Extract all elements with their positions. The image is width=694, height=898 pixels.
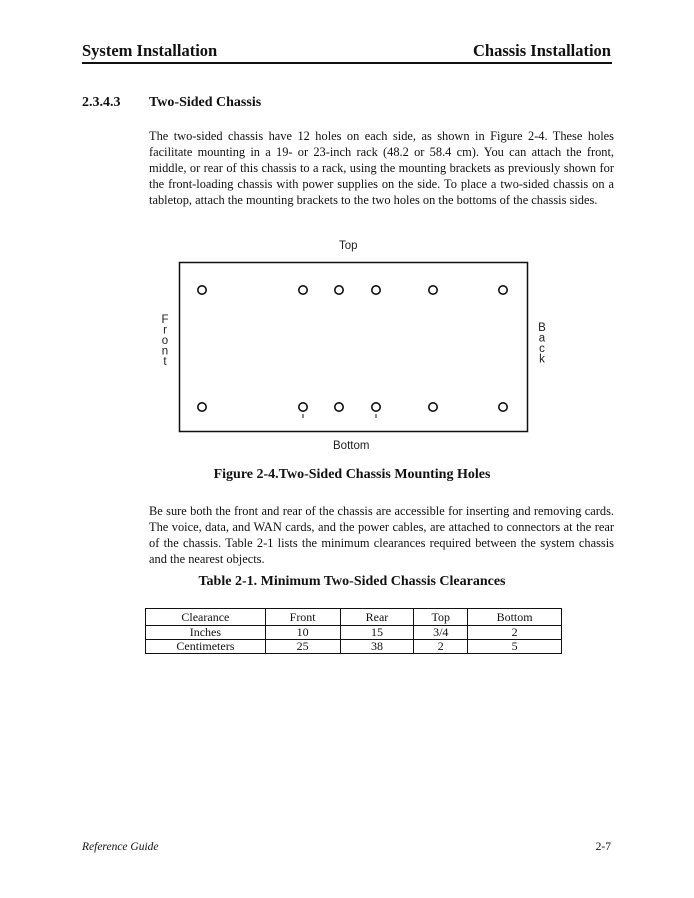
- mounting-hole: [335, 403, 343, 411]
- footer-left: Reference Guide: [82, 841, 159, 853]
- mounting-hole: [499, 286, 507, 294]
- paragraph-intro: The two-sided chassis have 12 holes on each side, as shown in Figure 2-4. These holes facilitate mounting in a 19- or 23-inch rack (48.2 or 58.4 cm). You can attach the front, middle, or rear of this chassis to a rack, using the mounting brackets as previously shown for the front-loading chassis with power supplies on the side. To place a two-sided chassis on a tabletop, attach the mounting brackets to the two holes on the bottoms of the chassis sides.: [149, 129, 614, 207]
- mounting-hole: [299, 403, 307, 411]
- table-cell: 15: [340, 626, 414, 640]
- table-cell: Inches: [146, 626, 266, 640]
- table-row: [146, 640, 562, 654]
- header-cell: Clearance: [146, 609, 266, 626]
- table-title: Table 2-1. Minimum Two-Sided Chassis Clearances: [198, 574, 506, 589]
- table-cell: 5: [468, 640, 562, 654]
- paragraph-clearance: Be sure both the front and rear of the chassis are accessible for inserting and removing cards. The voice, data, and WAN cards, and the power cables, are attached to connectors at the rear of the chassis. Table 2-1 lists the minimum clearances required between the system chassis and the nearest objects.: [149, 504, 614, 566]
- mounting-hole: [372, 403, 380, 411]
- section-title: Two-Sided Chassis: [149, 95, 262, 110]
- table-cell: 38: [340, 640, 414, 654]
- table-cell: 2: [468, 626, 562, 640]
- mounting-hole: [198, 286, 206, 294]
- header-right: Chassis Installation: [472, 41, 611, 60]
- table-cell: 10: [265, 626, 340, 640]
- mounting-hole: [499, 403, 507, 411]
- clearance-table: [145, 608, 562, 654]
- table-row: [146, 626, 562, 640]
- figure-label-front: Front: [159, 314, 171, 367]
- figure-label-top: Top: [339, 240, 358, 252]
- header-left: System Installation: [82, 41, 218, 60]
- header-cell: Top: [414, 609, 468, 626]
- mounting-hole: [299, 286, 307, 294]
- figure-label-back: Back: [536, 322, 548, 364]
- table-cell: 25: [265, 640, 340, 654]
- section-number: 2.3.4.3: [82, 95, 121, 110]
- mounting-hole: [335, 286, 343, 294]
- header-cell: Bottom: [468, 609, 562, 626]
- table-cell: Centimeters: [146, 640, 266, 654]
- figure-label-bottom: Bottom: [333, 440, 370, 452]
- chassis-outline: [180, 263, 528, 432]
- header-cell: Rear: [340, 609, 414, 626]
- footer-page-number: 2-7: [595, 841, 611, 853]
- table-cell: 3/4: [414, 626, 468, 640]
- mounting-hole: [429, 403, 437, 411]
- mounting-hole: [429, 286, 437, 294]
- figure-caption: Figure 2-4.Two-Sided Chassis Mounting Holes: [213, 467, 491, 482]
- mounting-hole: [372, 286, 380, 294]
- table-cell: 2: [414, 640, 468, 654]
- mounting-hole: [198, 403, 206, 411]
- table-header-row: [146, 609, 562, 626]
- header-cell: Front: [265, 609, 340, 626]
